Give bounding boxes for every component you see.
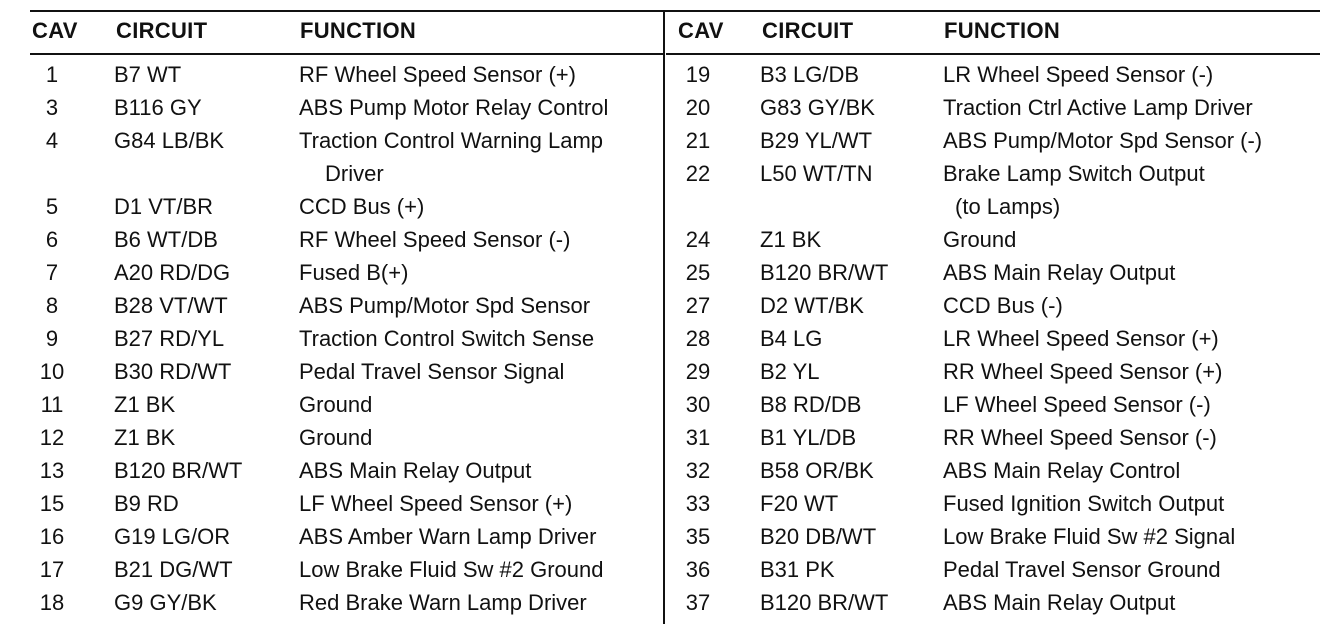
function-text: Low Brake Fluid Sw #2 Ground bbox=[299, 557, 604, 582]
function-text: RR Wheel Speed Sensor (-) bbox=[943, 425, 1217, 450]
cav-number: 4 bbox=[45, 128, 59, 153]
cav-number: 10 bbox=[39, 359, 65, 384]
function-text: LF Wheel Speed Sensor (-) bbox=[943, 392, 1211, 417]
function-text: LR Wheel Speed Sensor (+) bbox=[943, 326, 1219, 351]
header-function-left: FUNCTION bbox=[300, 18, 417, 43]
function-text: LF Wheel Speed Sensor (+) bbox=[299, 491, 573, 516]
cav-number: 25 bbox=[685, 260, 711, 285]
function-text: Ground bbox=[943, 227, 1017, 252]
circuit-code: Z1 BK bbox=[760, 227, 822, 252]
function-text: Low Brake Fluid Sw #2 Signal bbox=[943, 524, 1236, 549]
function-text: CCD Bus (+) bbox=[299, 194, 425, 219]
circuit-code: B29 YL/WT bbox=[760, 128, 873, 153]
circuit-code: D1 VT/BR bbox=[114, 194, 214, 219]
center-divider bbox=[663, 12, 665, 624]
function-text: ABS Pump Motor Relay Control bbox=[299, 95, 609, 120]
function-text-continued: Driver bbox=[325, 161, 384, 186]
cav-number: 18 bbox=[39, 590, 65, 615]
circuit-code: B21 DG/WT bbox=[114, 557, 233, 582]
circuit-code: G84 LB/BK bbox=[114, 128, 225, 153]
header-rule-right bbox=[666, 53, 1320, 55]
circuit-code: B2 YL bbox=[760, 359, 820, 384]
cav-number: 31 bbox=[685, 425, 711, 450]
function-text: LR Wheel Speed Sensor (-) bbox=[943, 62, 1214, 87]
cav-number: 24 bbox=[685, 227, 711, 252]
header-cav-right: CAV bbox=[678, 18, 724, 43]
circuit-code: B4 LG bbox=[760, 326, 823, 351]
cav-number: 15 bbox=[39, 491, 65, 516]
cav-number: 17 bbox=[39, 557, 65, 582]
cav-number: 11 bbox=[40, 392, 64, 417]
cav-number: 32 bbox=[685, 458, 711, 483]
function-text: Fused Ignition Switch Output bbox=[943, 491, 1225, 516]
header-circuit-right: CIRCUIT bbox=[762, 18, 854, 43]
circuit-code: B27 RD/YL bbox=[114, 326, 225, 351]
function-text: Traction Ctrl Active Lamp Driver bbox=[943, 95, 1253, 120]
cav-number: 37 bbox=[685, 590, 711, 615]
function-text: RF Wheel Speed Sensor (+) bbox=[299, 62, 576, 87]
function-text: ABS Main Relay Output bbox=[299, 458, 532, 483]
function-text: Red Brake Warn Lamp Driver bbox=[299, 590, 587, 615]
cav-number: 36 bbox=[685, 557, 711, 582]
function-text: RF Wheel Speed Sensor (-) bbox=[299, 227, 571, 252]
circuit-code: A20 RD/DG bbox=[114, 260, 231, 285]
cav-number: 35 bbox=[685, 524, 711, 549]
cav-number: 12 bbox=[39, 425, 65, 450]
cav-number: 19 bbox=[685, 62, 711, 87]
cav-number: 21 bbox=[685, 128, 711, 153]
function-text: CCD Bus (-) bbox=[943, 293, 1063, 318]
header-rule-left bbox=[30, 53, 663, 55]
cav-number: 8 bbox=[45, 293, 59, 318]
header-circuit-left: CIRCUIT bbox=[116, 18, 208, 43]
cav-number: 5 bbox=[45, 194, 59, 219]
function-text: ABS Pump/Motor Spd Sensor bbox=[299, 293, 591, 318]
circuit-code: B8 RD/DB bbox=[760, 392, 862, 417]
function-text: ABS Amber Warn Lamp Driver bbox=[299, 524, 597, 549]
circuit-code: B6 WT/DB bbox=[114, 227, 218, 252]
circuit-code: G19 LG/OR bbox=[114, 524, 231, 549]
circuit-code: G83 GY/BK bbox=[760, 95, 875, 120]
function-text: ABS Main Relay Output bbox=[943, 260, 1176, 285]
function-text: Brake Lamp Switch Output bbox=[943, 161, 1205, 186]
circuit-code: B116 GY bbox=[114, 95, 202, 120]
function-text: Pedal Travel Sensor Signal bbox=[299, 359, 565, 384]
circuit-code: B31 PK bbox=[760, 557, 835, 582]
circuit-code: F20 WT bbox=[760, 491, 839, 516]
cav-number: 22 bbox=[685, 161, 711, 186]
function-text: Traction Control Warning Lamp bbox=[299, 128, 604, 153]
function-text: ABS Pump/Motor Spd Sensor (-) bbox=[943, 128, 1263, 153]
circuit-code: B9 RD bbox=[114, 491, 179, 516]
circuit-code: L50 WT/TN bbox=[760, 161, 873, 186]
circuit-code: G9 GY/BK bbox=[114, 590, 217, 615]
circuit-code: B3 LG/DB bbox=[760, 62, 860, 87]
function-text: ABS Main Relay Output bbox=[943, 590, 1176, 615]
circuit-code: B1 YL/DB bbox=[760, 425, 857, 450]
cav-number: 16 bbox=[39, 524, 65, 549]
function-text: Fused B(+) bbox=[299, 260, 409, 285]
circuit-code: Z1 BK bbox=[114, 392, 176, 417]
circuit-code: B120 BR/WT bbox=[760, 590, 889, 615]
cav-number: 6 bbox=[45, 227, 59, 252]
cav-number: 9 bbox=[45, 326, 59, 351]
function-text: Ground bbox=[299, 392, 373, 417]
cav-number: 29 bbox=[685, 359, 711, 384]
function-text: Pedal Travel Sensor Ground bbox=[943, 557, 1221, 582]
cav-number: 27 bbox=[685, 293, 711, 318]
cav-number: 30 bbox=[685, 392, 711, 417]
cav-number: 1 bbox=[45, 62, 59, 87]
circuit-code: B7 WT bbox=[114, 62, 182, 87]
circuit-code: Z1 BK bbox=[114, 425, 176, 450]
function-text: Ground bbox=[299, 425, 373, 450]
circuit-code: B20 DB/WT bbox=[760, 524, 877, 549]
function-text: Traction Control Switch Sense bbox=[299, 326, 595, 351]
circuit-code: B120 BR/WT bbox=[760, 260, 889, 285]
circuit-code: B28 VT/WT bbox=[114, 293, 228, 318]
cav-number: 13 bbox=[39, 458, 65, 483]
cav-number: 28 bbox=[685, 326, 711, 351]
circuit-code: B58 OR/BK bbox=[760, 458, 874, 483]
top-rule bbox=[30, 10, 1320, 12]
cav-number: 20 bbox=[685, 95, 711, 120]
cav-number: 7 bbox=[45, 260, 59, 285]
cav-number: 3 bbox=[45, 95, 59, 120]
cav-number: 33 bbox=[685, 491, 711, 516]
function-text-continued: (to Lamps) bbox=[955, 194, 1061, 219]
header-function-right: FUNCTION bbox=[944, 18, 1061, 43]
header-cav-left: CAV bbox=[32, 18, 78, 43]
function-text: RR Wheel Speed Sensor (+) bbox=[943, 359, 1223, 384]
circuit-code: B120 BR/WT bbox=[114, 458, 243, 483]
circuit-code: B30 RD/WT bbox=[114, 359, 232, 384]
circuit-code: D2 WT/BK bbox=[760, 293, 864, 318]
function-text: ABS Main Relay Control bbox=[943, 458, 1181, 483]
